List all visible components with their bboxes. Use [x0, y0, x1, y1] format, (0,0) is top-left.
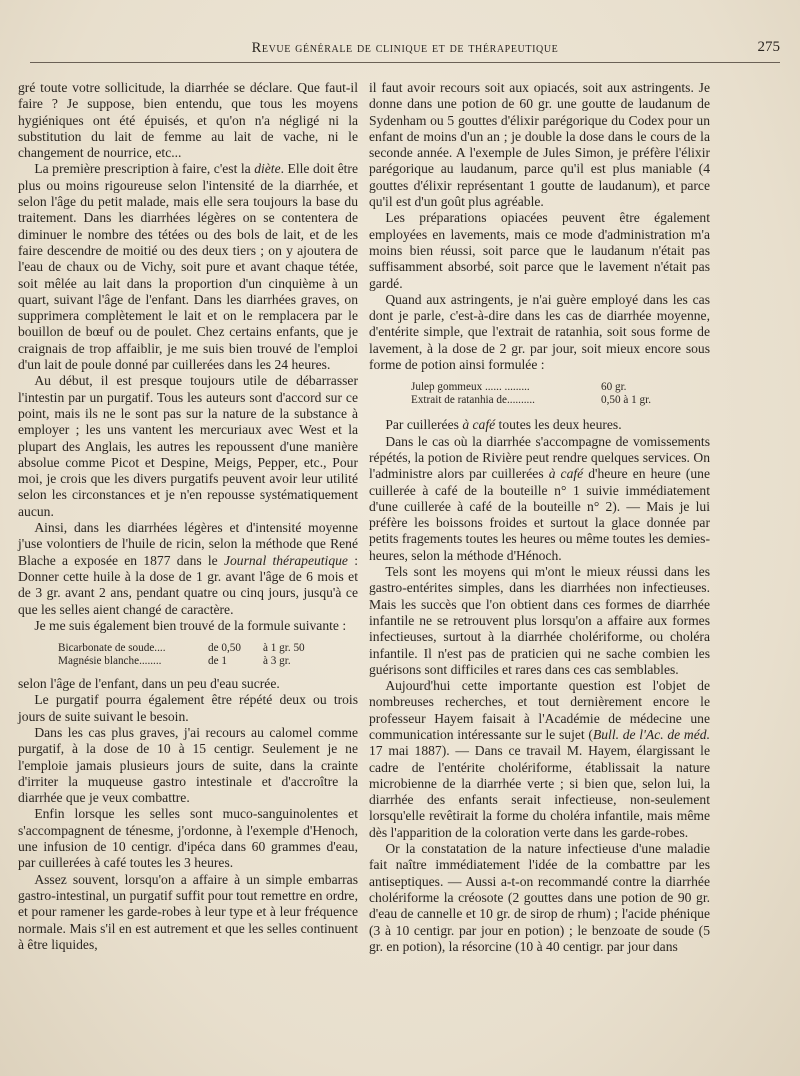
paragraph: Quand aux astringents, je n'ai guère employé dans les cas dont je parle, c'est-à-dire dans les cas de diarrhée moyenne, d'entérite simple, que l'extrait de ratanhia, soit sous forme de lavement, à la dose de 2 gr. par jour, soit mieux encore sous forme de potion ainsi formulée :: [369, 291, 710, 373]
paragraph: Enfin lorsque les selles sont muco-sanguinolentes et s'accompagnent de ténesme, j'ordonne, à l'exemple d'Henoch, une infusion de 10 centigr. d'ipéca dans 60 grammes d'eau, par cuillerées à café toutes les 3 heures.: [18, 806, 358, 871]
paragraph: Assez souvent, lorsqu'on a affaire à un simple embarras gastro-intestinal, un purgatif suffit pour tout remettre en ordre, et pour ramener les garde-robes à leur type et à leur fréquence normale. Mais s'il en est autrement et que les selles continuent à être liquides,: [18, 871, 358, 952]
formula-row: Julep gommeux ...... ......... 60 gr.: [411, 381, 627, 394]
paragraph: La première prescription à faire, c'est la diète. Elle doit être plus ou moins rigoureuse selon l'intensité de la diarrhée, et selon l'âge du petit malade, mais elle sera toujours la base du traitement. Dans les diarrhées légères on se contentera de diminuer le nombre des tétées ou des bols de lait, et de les faire descendre de moitié ou des deux tiers ; on y ajoutera de l'eau de chaux ou de Vichy, soit pure et avant chaque tétée, soit mêlée au lait dans la proportion d'un cinquième à un quart, suivant l'âge de l'enfant. Dans les diarrhées graves, on supprimera complètement le lait et on le remplacera par le bouillon de bœuf ou de poulet. Chez certains enfants, que je craignais de trop affaiblir, je me suis bien trouvé de l'emploi d'un lait de poule donné par cuillerées dans les 24 heures.: [18, 161, 358, 373]
paragraph: Dans les cas plus graves, j'ai recours au calomel comme purgatif, à la dose de 10 à 15 centigr. Seulement je ne l'emploie jamais plusieurs jours de suite, dans la crainte d'irriter la muqueuse gastro intestinale et d'accroître la diarrhée que je veux combattre.: [18, 724, 358, 806]
right-column: [369, 80, 710, 955]
paragraph: Tels sont les moyens qui m'ont le mieux réussi dans les gastro-entérites simples, dans les diarrhées non infectieuses. Mais les succès que l'on obtient dans ces formes de diarrhée infantile ne se retrouvent plus lorsqu'on a affaire aux formes infectieuses, surtout à la diarrhée cholériforme, ou choléra infantile. Il n'est pas de praticien qui ne sache combien les guérisons sont difficiles et rares dans ces cas semblables.: [369, 564, 710, 677]
paragraph: Les préparations opiacées peuvent être également employées en lavements, mais ce mode d'administration m'a moins bien réussi, soit parce que le laudanum n'était pas suffisamment absorbé, soit parce que le lavement n'était pas gardé.: [369, 210, 710, 291]
page-number: 275: [757, 39, 780, 55]
paragraph: Or la constatation de la nature infectieuse d'une maladie fait naître immédiatement l'idée de la combattre par les antiseptiques. — Aussi a-t-on recommandé contre la diarrhée cholériforme la créosote (2 gouttes dans une potion de 90 gr. d'eau de cannelle et 10 gr. de sirop de rhum) ; l'acide phénique (3 à 10 centigr. par jour en potion) ; le benzoate de soude (5 gr. en potion), la résorcine (10 à 40 centigr. par jour dans: [369, 841, 710, 954]
page-header: [30, 38, 780, 63]
paragraph: Aujourd'hui cette importante question est l'objet de nombreuses recherches, et tout dernièrement encore le professeur Hayem faisait à l'Académie de médecine une communication intéressante sur le sujet (Bull. de l'Ac. de méd. 17 mai 1887). — Dans ce travail M. Hayem, élargissant le cadre de l'entérite cholériforme, établissait la nature microbienne de la diarrhée verte ; si bien que, selon lui, la diarrhée des enfants serait infectieuse, non-seulement lorsqu'elle revêtirait la forme du choléra infantile, mais même dès l'apparition de la coloration verte dans les garde-robes.: [369, 678, 710, 840]
paragraph: Je me suis également bien trouvé de la formule suivante :: [34, 617, 347, 633]
formula-row: Magnésie blanche........ de 1 à 3 gr.: [58, 655, 291, 668]
paragraph: selon l'âge de l'enfant, dans un peu d'eau sucrée.: [18, 676, 280, 692]
ratanhia-formula: [369, 381, 710, 407]
purgative-formula: [18, 642, 358, 668]
left-column: [18, 80, 358, 953]
paragraph: il faut avoir recours soit aux opiacés, soit aux astringents. Je donne dans une potion de 60 gr. une goutte de laudanum de Sydenham ou 5 gouttes d'élixir parégorique du Codex pour un enfant de moins d'un an ; je double la dose dans le cours de la seconde année. A l'exemple de Jules Simon, je préfère l'élixir parégorique au laudanum, parce qu'il est plus maniable (4 gouttes d'élixir représentant 1 goutte de laudanum), et parce qu'il est d'un goût plus agréable.: [369, 80, 710, 210]
formula-row: Extrait de ratanhia de.......... 0,50 à 1 gr.: [411, 394, 652, 407]
paragraph: gré toute votre sollicitude, la diarrhée se déclare. Que faut-il faire ? Je suppose, bien entendu, que tous les moyens hygiéniques ont été épuisés, et qu'on n'a négligé ni la substitution du lait de femme au lait de vache, ni le changement de nourrice, etc...: [18, 80, 358, 161]
formula-row: Bicarbonate de soude.... de 0,50 à 1 gr. 50: [58, 642, 305, 655]
paragraph: Le purgatif pourra également être répété deux ou trois jours de suite suivant le besoin.: [18, 692, 358, 724]
paragraph: Par cuillerées à café toutes les deux heures.: [385, 417, 622, 433]
running-title: Revue générale de clinique et de thérapeutique: [251, 40, 559, 56]
paragraph: Ainsi, dans les diarrhées légères et d'intensité moyenne j'use volontiers de l'huile de ricin, selon la méthode que René Blache a exposée en 1877 dans le Journal thérapeutique : Donner cette huile à la dose de 1 gr. avant l'âge de 6 mois et de 3 gr. avant 2 ans, pendant quatre ou cinq jours, jusqu'à ce que les selles aient changé de caractère.: [18, 520, 358, 617]
paragraph: Au début, il est presque toujours utile de débarrasser l'intestin par un purgatif. Tous les auteurs sont d'accord sur ce point, mais ils ne le sont pas sur la nature de la substance à employer ; les uns vantent les mercuriaux avec West et la plupart des Anglais, les autres les repoussent d'une manière absolue comme Picot et Despine, Meigs, Pepper, etc., Pour moi, je crois que les divers purgatifs peuvent avoir leur utilité selon les circonstances et je n'en repousse systématiquement aucun.: [18, 373, 358, 519]
paragraph: Dans le cas où la diarrhée s'accompagne de vomissements répétés, la potion de Rivière peut rendre quelques services. On l'administre alors par cuillerées à café d'heure en heure (une cuillerée à café de la bouteille n° 1 suivie immédiatement d'une cuillerée à café de la bouteille n° 2). — Mais je lui préfère les boissons froides et surtout la glace donnée par petits fragements toutes les heures ou même toutes les demies-heures, selon la méthode d'Hénoch.: [369, 433, 711, 563]
